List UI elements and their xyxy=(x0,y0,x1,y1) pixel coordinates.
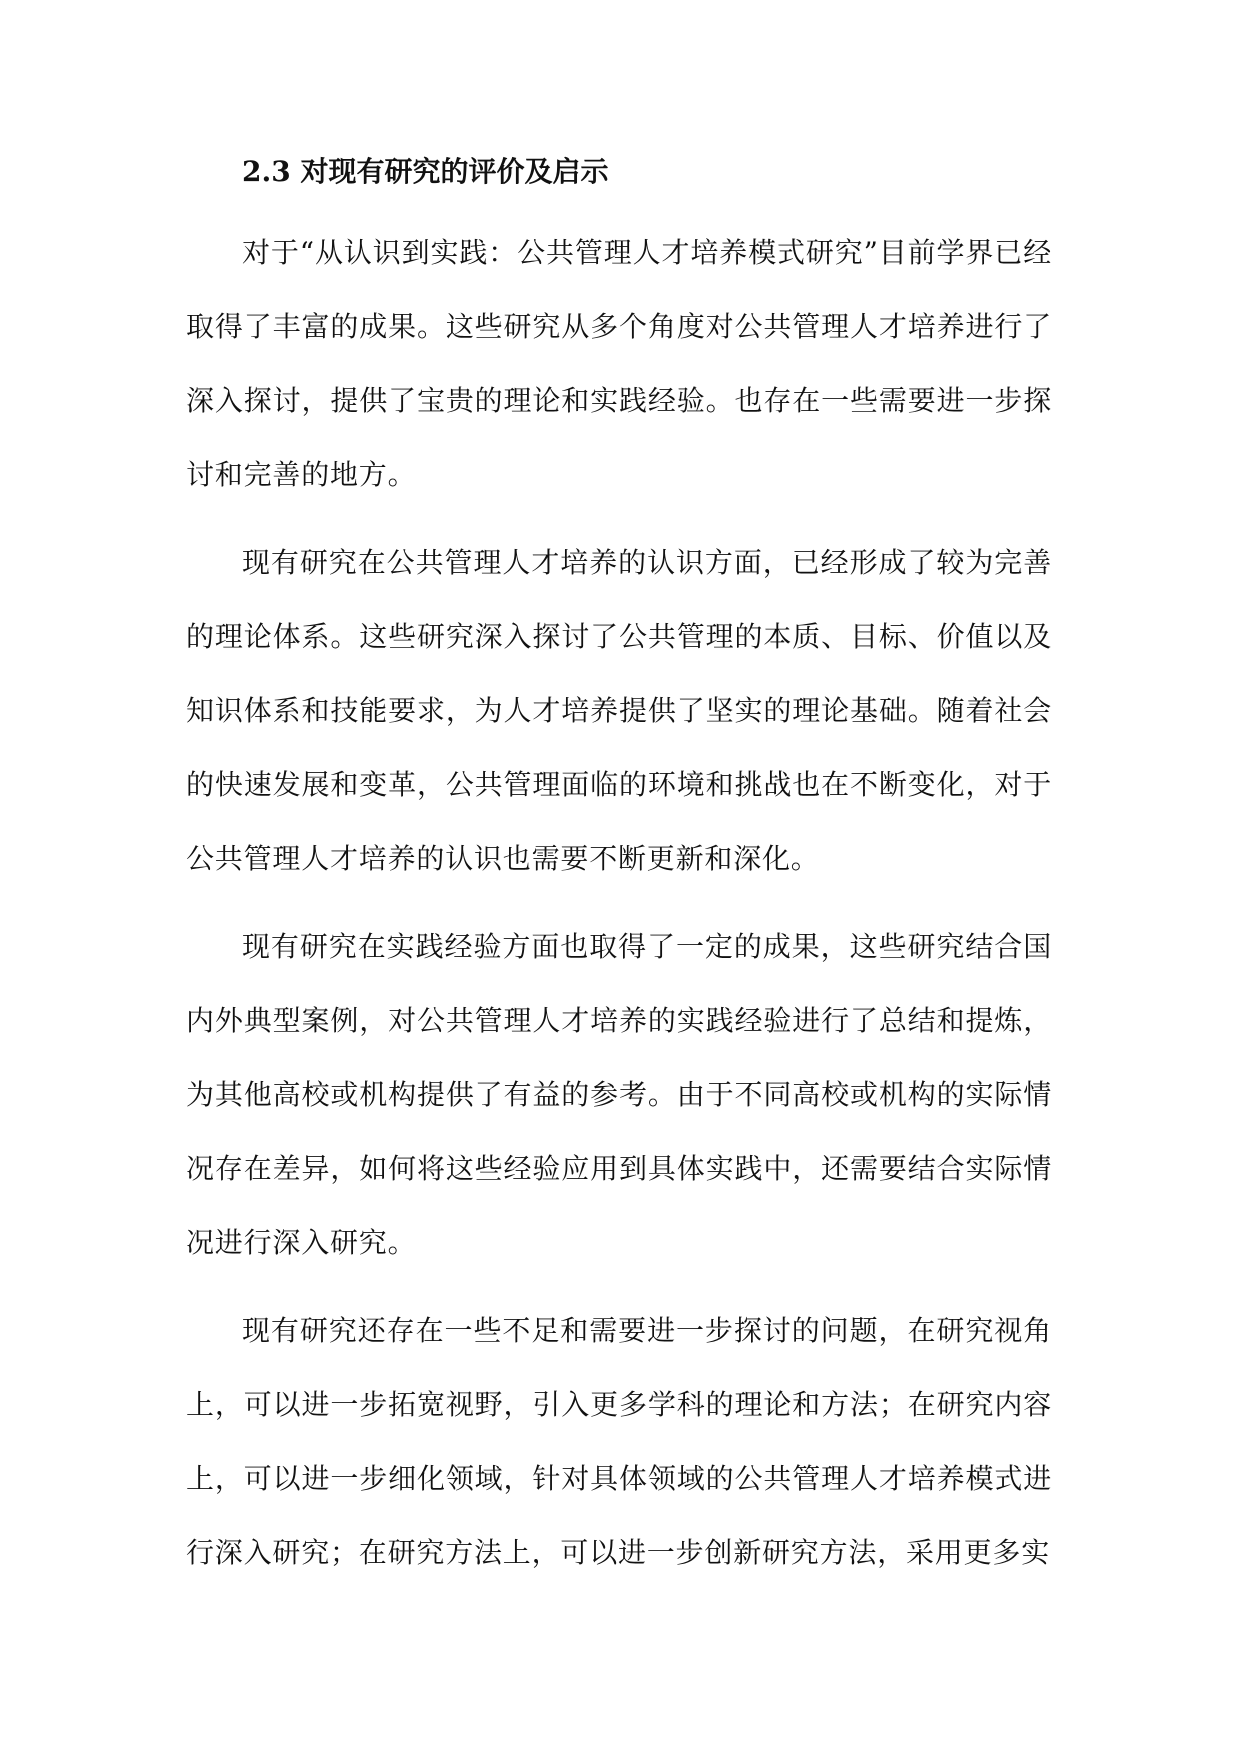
paragraph-1: 对于“从认识到实践：公共管理人才培养模式研究”目前学界已经取得了丰富的成果。这些研究从多个角度对公共管理人才培养进行了深入探讨，提供了宝贵的理论和实践经验。也存在一些需要进一步探讨和完善的地方。 xyxy=(186,236,1052,491)
paragraph-2: 现有研究在公共管理人才培养的认识方面，已经形成了较为完善的理论体系。这些研究深入探讨了公共管理的本质、目标、价值以及知识体系和技能要求，为人才培养提供了坚实的理论基础。随着社会的快速发展和变革，公共管理面临的环境和挑战也在不断变化，对于公共管理人才培养的认识也需要不断更新和深化。 xyxy=(186,546,1052,875)
document-body xyxy=(186,142,1052,1590)
section-heading: 2.3 对现有研究的评价及启示 xyxy=(242,155,609,188)
paragraph-4: 现有研究还存在一些不足和需要进一步探讨的问题，在研究视角上，可以进一步拓宽视野，引入更多学科的理论和方法；在研究内容上，可以进一步细化领域，针对具体领域的公共管理人才培养模式进行深入研究；在研究方法上，可以进一步创新研究方法，采用更多实 xyxy=(186,1314,1052,1569)
paragraph-3: 现有研究在实践经验方面也取得了一定的成果，这些研究结合国内外典型案例，对公共管理人才培养的实践经验进行了总结和提炼，为其他高校或机构提供了有益的参考。由于不同高校或机构的实际情况存在差异，如何将这些经验应用到具体实践中，还需要结合实际情况进行深入研究。 xyxy=(186,930,1052,1259)
